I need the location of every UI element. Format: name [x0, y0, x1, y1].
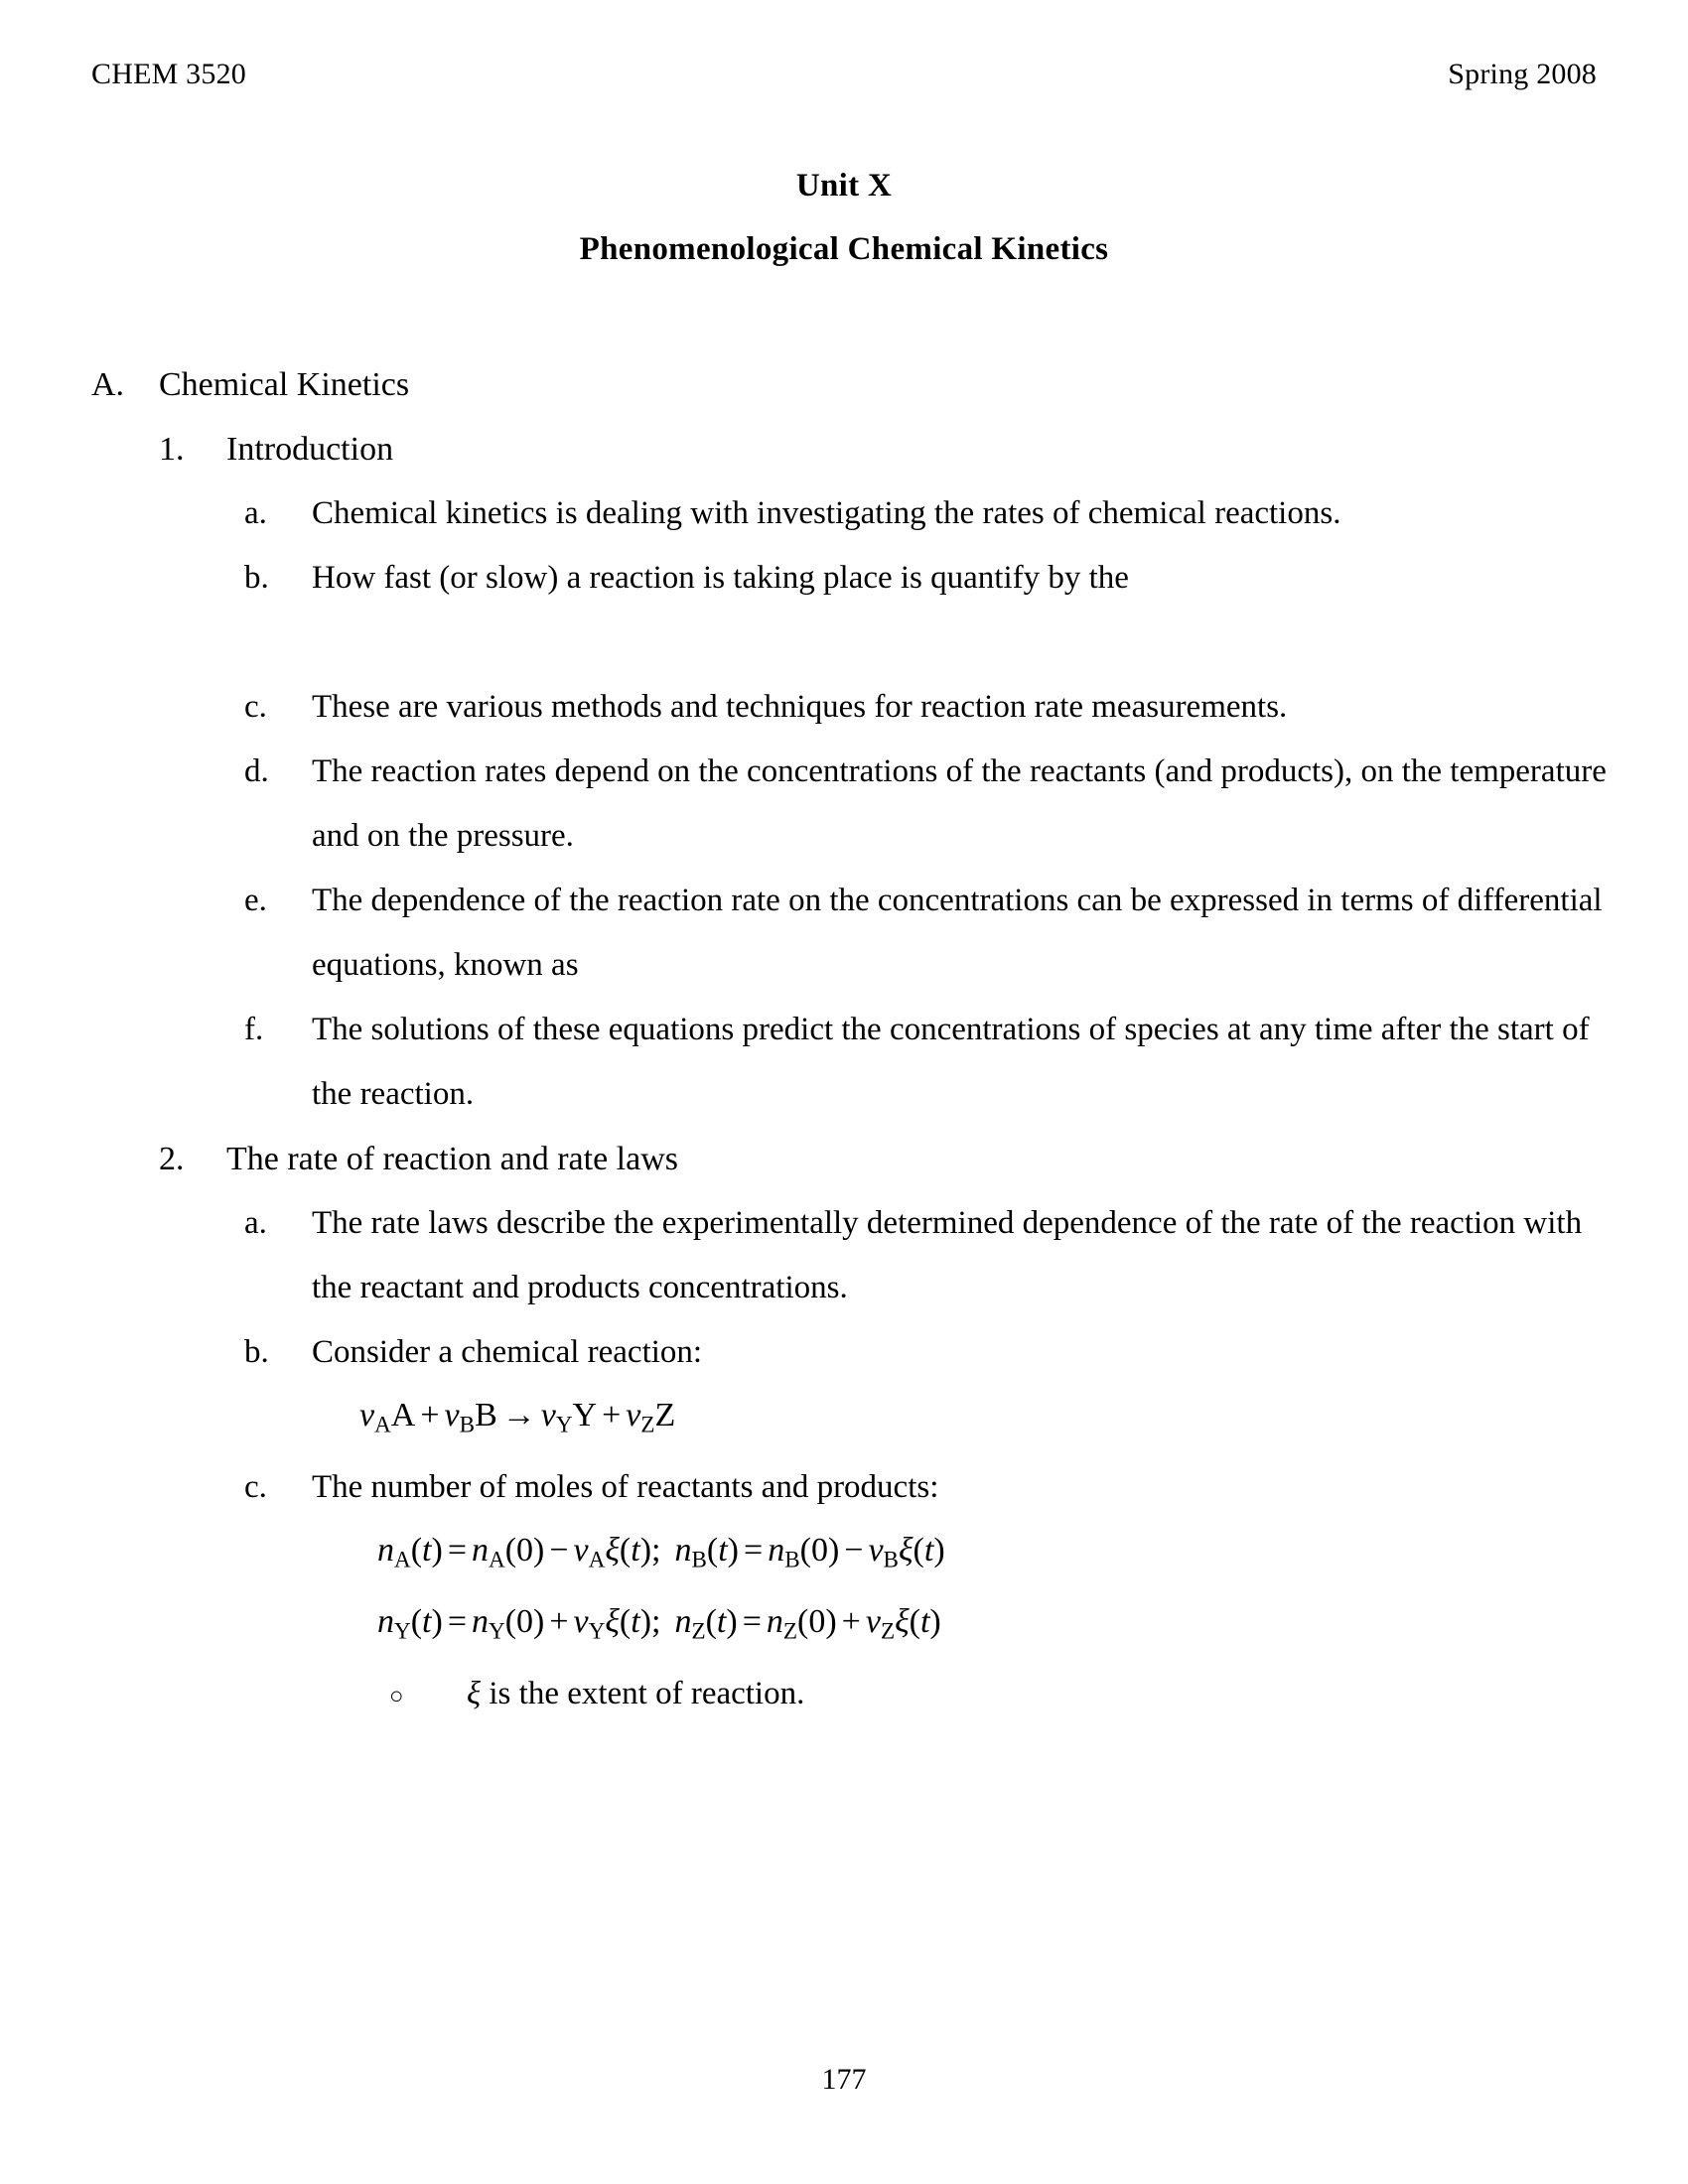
outline-text: The number of moles of reactants and products: — [312, 1469, 939, 1506]
paren-open: ( — [706, 1532, 719, 1570]
outline-item-1d — [91, 740, 1611, 869]
equals-operator: = — [447, 1532, 467, 1570]
xi-symbol: ξ — [605, 1532, 620, 1570]
minus-operator: − — [549, 1532, 569, 1570]
outline-item-2a — [91, 1191, 1611, 1320]
semicolon-separator: ; — [651, 1602, 661, 1640]
n-z-subscript: Z — [782, 1618, 798, 1645]
outline-marker: 2. — [159, 1141, 185, 1177]
n-a-subscript: A — [489, 1547, 505, 1573]
outline-text: The reaction rates depend on the concentrations of the reactants (and products), on the temperature and on the pressure. — [312, 753, 1607, 854]
paren-close: ) — [933, 1532, 945, 1570]
outline-item-1c — [91, 675, 1611, 740]
paren-open: ( — [909, 1602, 920, 1640]
time-variable: t — [919, 1602, 930, 1640]
n-symbol: n — [766, 1602, 783, 1640]
outline-item-1f — [91, 998, 1611, 1127]
outline-text: The rate of reaction and rate laws — [226, 1141, 678, 1177]
paren-open: ( — [504, 1532, 517, 1570]
paren-open: ( — [619, 1602, 632, 1640]
page-number: 177 — [821, 2063, 867, 2096]
time-variable: t — [923, 1532, 934, 1570]
paren-open: ( — [705, 1602, 717, 1640]
nu-b-subscript: B — [883, 1547, 899, 1573]
plus-operator: + — [602, 1397, 622, 1433]
time-variable: t — [631, 1532, 640, 1570]
paren-close: ) — [639, 1532, 652, 1570]
outline-marker: 1. — [159, 431, 185, 468]
nu-symbol: ν — [573, 1532, 589, 1570]
plus-operator: + — [549, 1602, 569, 1640]
reaction-arrow: → — [501, 1397, 536, 1433]
outline-marker: A. — [91, 366, 125, 403]
outline-marker: d. — [244, 753, 269, 789]
outline-item-2 — [91, 1127, 1611, 1191]
outline-text — [467, 1662, 1611, 1726]
paren-open: ( — [410, 1532, 423, 1570]
n-b-subscript: B — [784, 1547, 800, 1573]
n-symbol: n — [472, 1602, 489, 1640]
moles-equation-products — [91, 1591, 1611, 1662]
paren-open: ( — [410, 1602, 423, 1640]
n-symbol: n — [768, 1532, 785, 1570]
paren-open: ( — [913, 1532, 924, 1570]
xi-symbol: ξ — [467, 1676, 482, 1712]
paren-close: ) — [726, 1602, 738, 1640]
outline-marker: b. — [244, 560, 269, 596]
title-block — [91, 154, 1597, 281]
outline-item-2c — [91, 1455, 1611, 1520]
nu-symbol: ν — [865, 1602, 881, 1640]
n-symbol: n — [472, 1532, 489, 1570]
n-y-subscript: Y — [394, 1618, 411, 1645]
plus-operator: + — [841, 1602, 861, 1640]
outline-marker: b. — [244, 1334, 269, 1370]
outline-item-1a — [91, 481, 1611, 546]
zero-value: 0 — [516, 1602, 534, 1640]
paren-open: ( — [799, 1532, 811, 1570]
subject-title: Phenomenological Chemical Kinetics — [579, 231, 1109, 267]
paren-close: ) — [431, 1532, 443, 1570]
outline-item-1 — [91, 417, 1611, 481]
zero-value: 0 — [516, 1532, 534, 1570]
paren-open: ( — [619, 1532, 632, 1570]
outline-item-1e — [91, 869, 1611, 998]
time-variable: t — [718, 1532, 728, 1570]
course-code: CHEM 3520 — [91, 58, 246, 90]
time-variable: t — [716, 1602, 727, 1640]
outline-text: Chemical Kinetics — [159, 366, 410, 403]
nu-symbol: ν — [868, 1532, 884, 1570]
outline-marker: f. — [244, 1012, 264, 1047]
unit-title: Unit X — [795, 168, 893, 204]
nu-y-subscript: Y — [588, 1618, 606, 1645]
semicolon-separator: ; — [651, 1532, 661, 1570]
xi-symbol: ξ — [605, 1602, 620, 1640]
paren-close: ) — [929, 1602, 941, 1640]
circle-bullet-icon: ○ — [389, 1684, 404, 1710]
nu-y-subscript: Y — [555, 1412, 573, 1438]
n-symbol: n — [377, 1532, 394, 1570]
species-a: A — [390, 1397, 416, 1433]
species-y: Y — [572, 1397, 598, 1433]
outline-text: These are various methods and techniques for reaction rate measurements. — [312, 689, 1288, 725]
paren-open: ( — [504, 1602, 517, 1640]
paren-close: ) — [431, 1602, 443, 1640]
n-symbol: n — [674, 1602, 692, 1640]
time-variable: t — [422, 1602, 432, 1640]
outline-text: The rate laws describe the experimentally determined dependence of the rate of the reaction with the reactant and products concentrations. — [312, 1205, 1583, 1305]
n-a-subscript: A — [394, 1547, 411, 1573]
species-z: Z — [654, 1397, 676, 1433]
paren-close: ) — [825, 1602, 837, 1640]
paren-close: ) — [727, 1532, 739, 1570]
nu-b-symbol: ν — [444, 1397, 460, 1433]
nu-a-subscript: A — [588, 1547, 606, 1573]
nu-y-symbol: ν — [540, 1397, 556, 1433]
minus-operator: − — [844, 1532, 864, 1570]
equals-operator: = — [744, 1532, 764, 1570]
outline-text: The solutions of these equations predict the concentrations of species at any time after the start of the reaction. — [312, 1012, 1590, 1112]
outline-text: How fast (or slow) a reaction is taking place is quantify by the — [312, 560, 1129, 596]
paren-open: ( — [797, 1602, 809, 1640]
outline-marker: e. — [244, 883, 267, 918]
time-variable: t — [422, 1532, 432, 1570]
xi-symbol: ξ — [895, 1602, 910, 1640]
moles-equation-reactants — [91, 1520, 1611, 1590]
extent-note-text: is the extent of reaction. — [481, 1676, 805, 1712]
nu-symbol: ν — [573, 1602, 589, 1640]
outline-text: Chemical kinetics is dealing with investigating the rates of chemical reactions. — [312, 495, 1341, 531]
n-y-subscript: Y — [489, 1618, 505, 1645]
equals-operator: = — [742, 1602, 762, 1640]
nu-z-symbol: ν — [626, 1397, 641, 1433]
paren-close: ) — [827, 1532, 840, 1570]
outline-text: The dependence of the reaction rate on the concentrations can be expressed in terms of differential equations, known as — [312, 883, 1603, 983]
outline-item-1b — [91, 546, 1611, 611]
xi-symbol: ξ — [898, 1532, 914, 1570]
outline-item-a — [91, 352, 1611, 417]
outline-item-2b — [91, 1320, 1611, 1385]
zero-value: 0 — [808, 1602, 826, 1640]
outline-body — [91, 352, 1611, 1729]
n-z-subscript: Z — [691, 1618, 706, 1645]
n-symbol: n — [674, 1532, 692, 1570]
nu-b-subscript: B — [459, 1412, 476, 1438]
time-variable: t — [631, 1602, 640, 1640]
outline-item-extent-note — [91, 1662, 1611, 1729]
zero-value: 0 — [810, 1532, 828, 1570]
outline-marker: c. — [244, 1469, 267, 1506]
nu-a-subscript: A — [374, 1412, 391, 1438]
blank-note-line — [91, 611, 1611, 675]
nu-a-symbol: ν — [359, 1397, 375, 1433]
n-b-subscript: B — [691, 1547, 707, 1573]
nu-z-subscript: Z — [880, 1618, 896, 1645]
outline-text: Introduction — [226, 431, 394, 468]
n-symbol: n — [377, 1602, 394, 1640]
species-b: B — [475, 1397, 497, 1433]
plus-operator: + — [420, 1397, 440, 1433]
outline-marker: a. — [244, 1205, 267, 1241]
running-header — [91, 58, 1597, 91]
reaction-equation — [91, 1385, 1611, 1455]
outline-marker: a. — [244, 495, 267, 531]
paren-close: ) — [533, 1532, 545, 1570]
outline-text: Consider a chemical reaction: — [312, 1334, 703, 1370]
outline-marker: c. — [244, 689, 267, 725]
nu-z-subscript: Z — [640, 1412, 655, 1438]
term-label: Spring 2008 — [1448, 58, 1597, 90]
paren-close: ) — [639, 1602, 652, 1640]
paren-close: ) — [533, 1602, 545, 1640]
equals-operator: = — [447, 1602, 467, 1640]
